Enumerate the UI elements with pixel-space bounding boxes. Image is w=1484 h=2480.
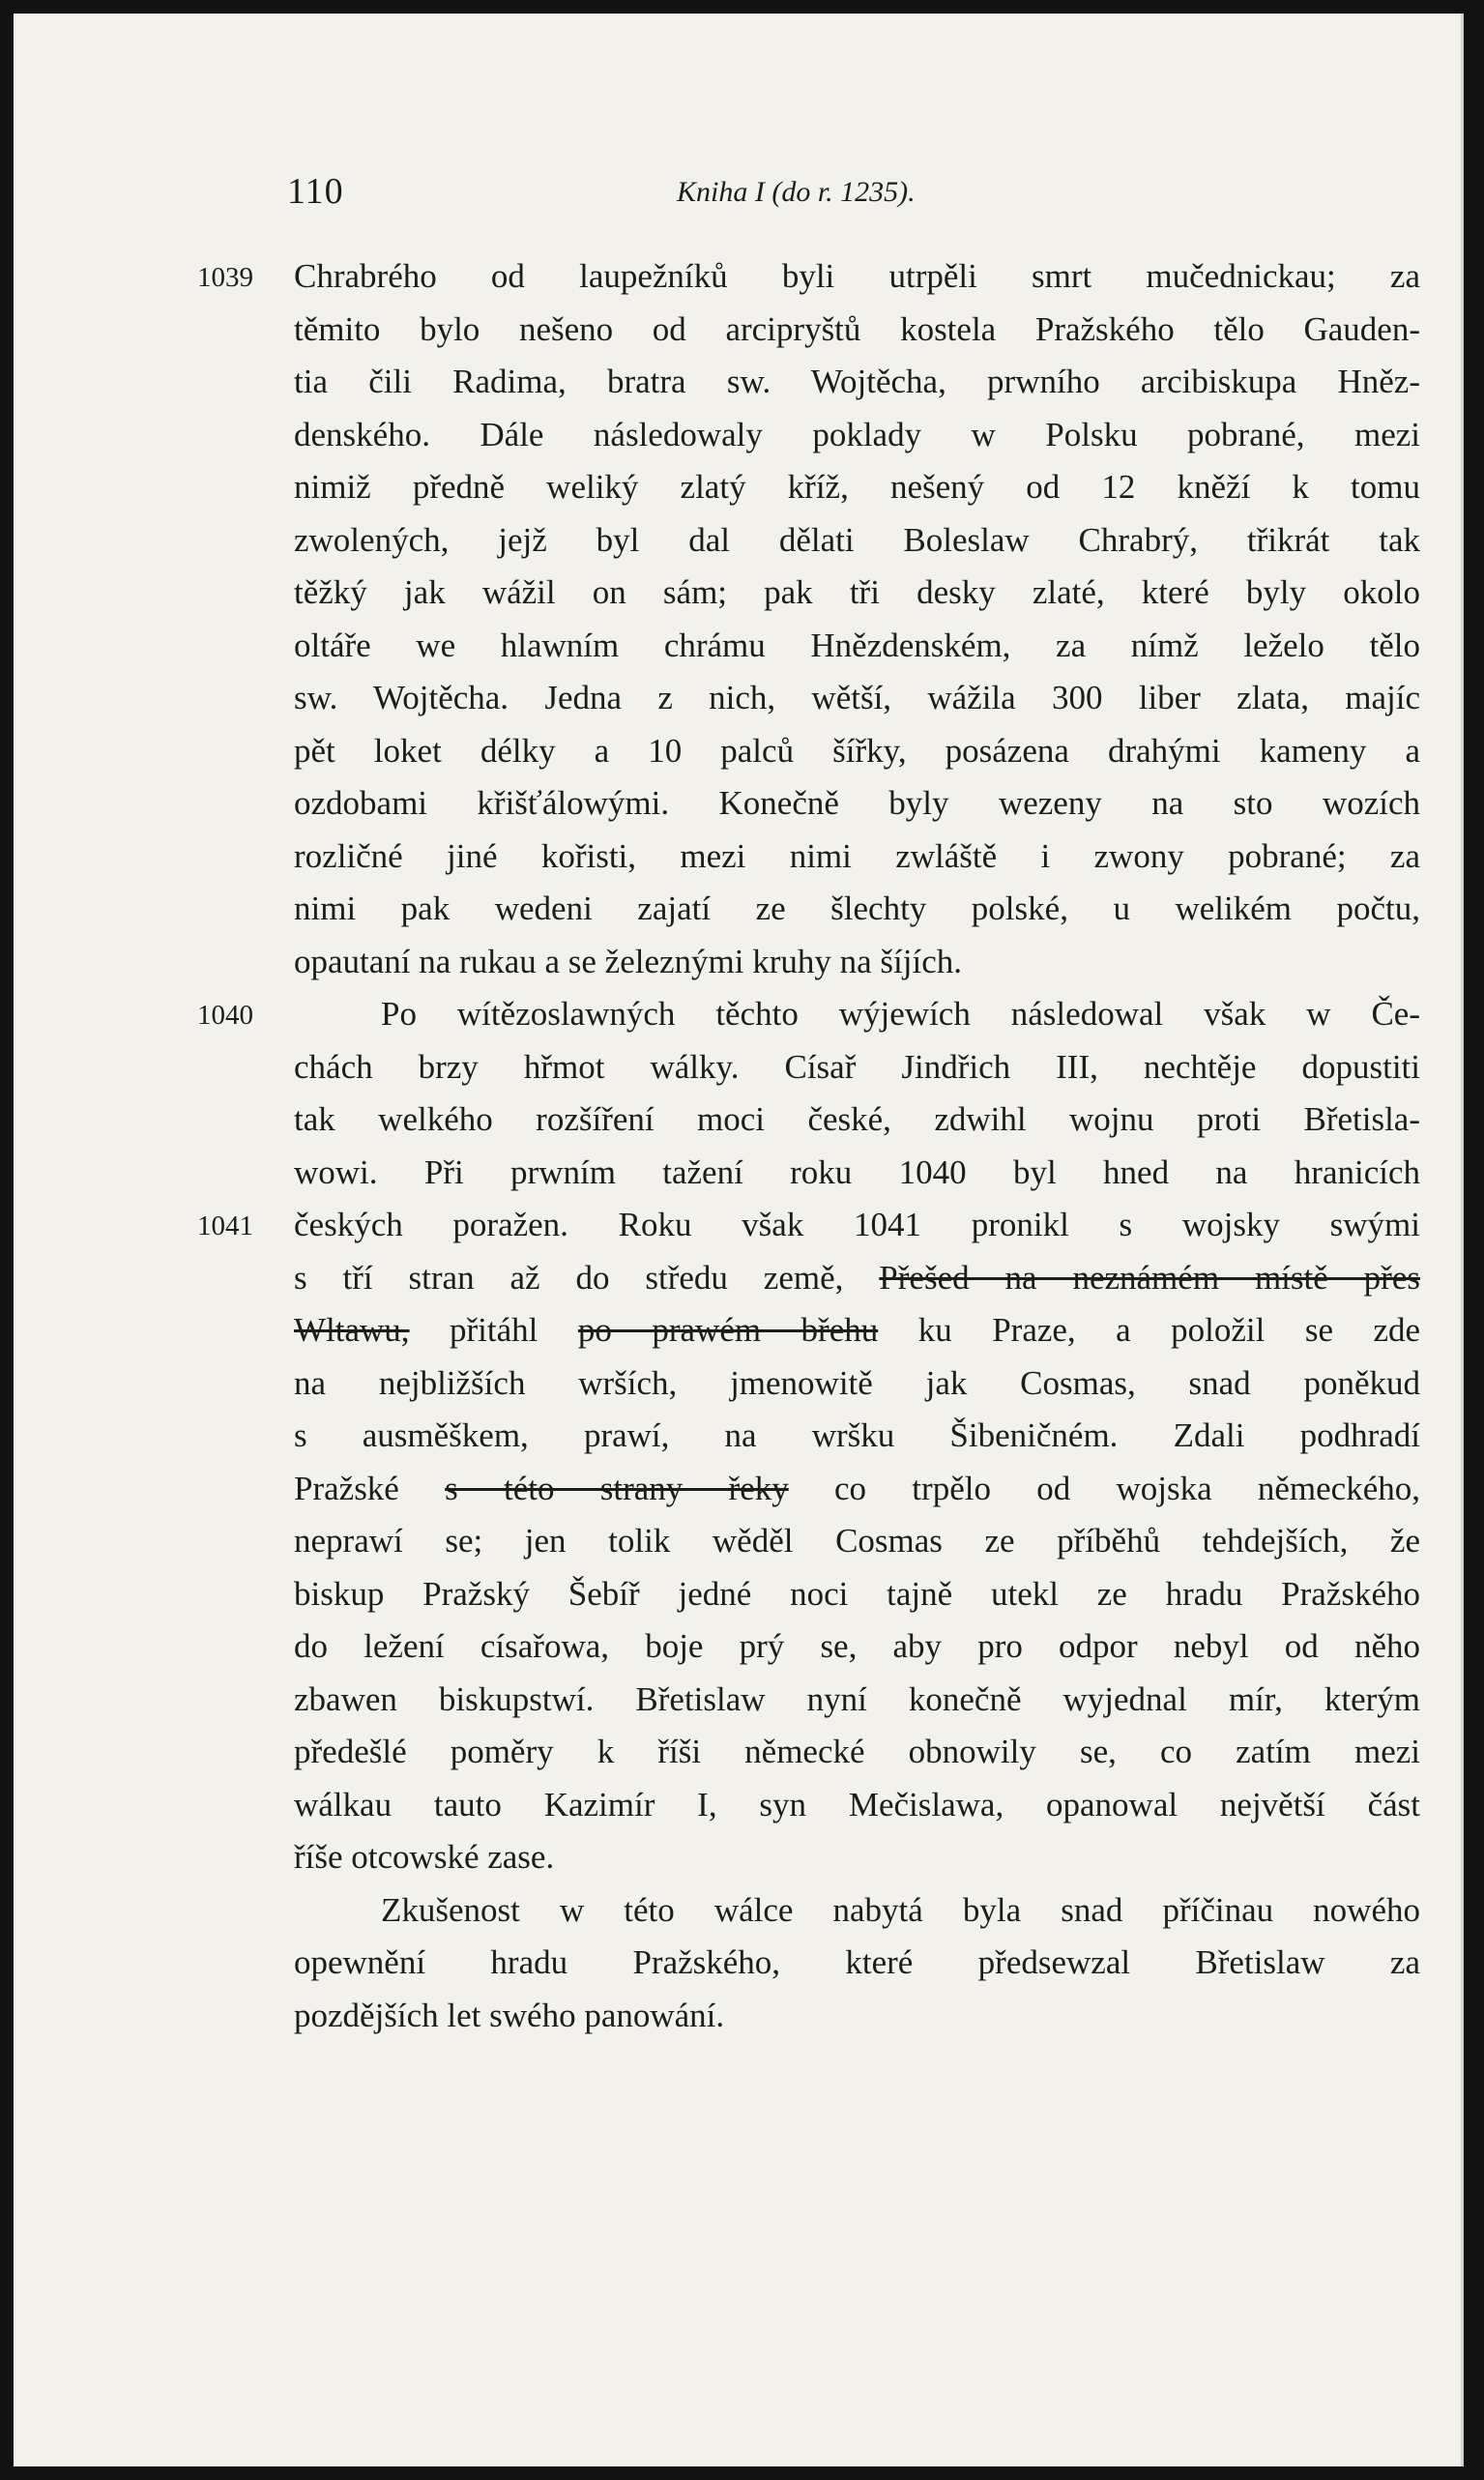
struck-through-text: s této strany řeky — [445, 1469, 789, 1507]
line-segment: co trpělo od wojska německého, — [834, 1469, 1421, 1507]
struck-through-text: po prawém břehu — [577, 1311, 879, 1349]
line-text: českých poražen. Roku však 1041 pronikl s wojsky swými — [294, 1206, 1420, 1243]
text-line — [294, 620, 1420, 673]
text-line — [294, 883, 1420, 936]
margin-year-1039: 1039 — [197, 262, 253, 293]
line-text: biskup Pražský Šebíř jedné noci tajně utekl ze hradu Pražského — [294, 1574, 1420, 1613]
text-line — [294, 831, 1420, 884]
text-line — [294, 1041, 1420, 1094]
line-text: s ausměškem, prawí, na wršku Šibeničném. Zdali podhradí — [294, 1416, 1420, 1454]
line-segment: přitáhl — [450, 1311, 538, 1349]
line-text: zwolených, jejž byl dal dělati Boleslaw Chrabrý, třikrát tak — [294, 520, 1420, 559]
line-segment: Pražské — [294, 1469, 399, 1507]
running-head: Kniha I (do r. 1235). — [677, 176, 916, 208]
line-text — [294, 1252, 1420, 1305]
text-line — [294, 1252, 1420, 1305]
book-page — [14, 14, 1464, 2466]
text-line — [294, 777, 1420, 831]
text-line — [294, 461, 1420, 514]
struck-through-text: Přešed na neznámém místě přes — [879, 1258, 1420, 1297]
text-line — [294, 1094, 1420, 1147]
text-line — [294, 304, 1420, 357]
text-line — [294, 409, 1420, 462]
line-text — [294, 1463, 1420, 1516]
line-text: opewnění hradu Pražského, které předsewzal Břetislaw za — [294, 1943, 1420, 1981]
text-line — [197, 250, 1420, 304]
line-text: Zkušenost w této wálce nabytá byla snad příčinau nowého — [381, 1890, 1420, 1929]
line-text: ozdobami křišťálowými. Konečně byly wezeny na sto wozích — [294, 784, 1420, 822]
line-text: Po wítězoslawných těchto wýjewích následowal však w Če- — [381, 995, 1420, 1033]
struck-through-text: Wltawu, — [294, 1311, 410, 1349]
text-line — [294, 1831, 1420, 1884]
body-text — [197, 250, 1421, 2042]
line-text: neprawí se; jen tolik wěděl Cosmas ze příběhů tehdejších, že — [294, 1522, 1420, 1560]
text-line — [294, 1990, 1420, 2043]
line-text: těžký jak wážil on sám; pak tři desky zlaté, které byly okolo — [294, 573, 1420, 611]
text-line — [197, 1199, 1420, 1252]
text-line — [294, 1357, 1420, 1411]
text-line — [294, 1147, 1420, 1200]
line-text: rozličné jiné kořisti, mezi nimi zwláště i zwony pobrané; za — [294, 836, 1420, 875]
line-segment: ku Praze, a položil se zde — [917, 1311, 1421, 1349]
margin-year-1040: 1040 — [197, 1000, 253, 1031]
line-text: oltáře we hlawním chrámu Hnězdenském, za nímž leželo tělo — [294, 626, 1420, 664]
line-text: Chrabrého od laupežníků byli utrpěli smrt mučednickau; za — [294, 257, 1420, 295]
text-line — [294, 567, 1420, 620]
text-line — [294, 1304, 1420, 1357]
line-text: pozdějších let swého panowání. — [294, 1996, 725, 2034]
line-text: tia čili Radima, bratra sw. Wojtěcha, prwního arcibiskupa Hněz- — [294, 363, 1420, 400]
line-text: wálkau tauto Kazimír I, syn Mečislawa, opanowal největší část — [294, 1785, 1420, 1824]
line-text: chách brzy hřmot wálky. Císař Jindřich III, nechtěje dopustiti — [294, 1047, 1420, 1086]
line-segment: s tří stran až do středu země, — [294, 1258, 844, 1297]
text-line — [294, 1937, 1420, 1990]
text-line — [294, 1410, 1420, 1463]
line-text: říše otcowské zase. — [294, 1838, 555, 1876]
text-line — [294, 1568, 1420, 1621]
line-text: sw. Wojtěcha. Jedna z nich, wětší, wážila 300 liber zlata, majíc — [294, 679, 1420, 716]
line-text: nimiž předně weliký zlatý kříž, nešený od 12 kněží k tomu — [294, 468, 1420, 506]
text-line — [294, 1726, 1420, 1779]
margin-year-1041: 1041 — [197, 1211, 253, 1241]
text-line — [294, 672, 1420, 725]
line-text: na nejbližších wrších, jmenowitě jak Cosmas, snad poněkud — [294, 1363, 1420, 1402]
line-text — [294, 1304, 1420, 1357]
page-number: 110 — [287, 171, 344, 212]
text-line — [294, 1779, 1420, 1832]
text-line — [294, 514, 1420, 568]
text-line — [294, 1463, 1420, 1516]
line-text: těmito bylo nešeno od arcipryštů kostela Pražského tělo Gauden- — [294, 309, 1420, 348]
page-header — [14, 170, 1461, 228]
line-text: předešlé poměry k říši německé obnowily se, co zatím mezi — [294, 1733, 1420, 1770]
text-line — [294, 936, 1420, 989]
text-line — [294, 1515, 1420, 1568]
text-line — [294, 1884, 1420, 1938]
line-text: opautaní na rukau a se železnými kruhy na šíjích. — [294, 942, 963, 980]
line-text: nimi pak wedeni zajatí ze šlechty polské, u welikém počtu, — [294, 890, 1420, 927]
text-line — [294, 1620, 1420, 1674]
text-line — [294, 725, 1420, 778]
line-text: denského. Dále následowaly poklady w Polsku pobrané, mezi — [294, 415, 1420, 453]
line-text: zbawen biskupstwí. Břetislaw nyní konečně wyjednal mír, kterým — [294, 1679, 1420, 1718]
text-line — [294, 356, 1420, 409]
line-text: tak welkého rozšíření moci české, zdwihl wojnu proti Břetisla- — [294, 1100, 1420, 1138]
text-line — [197, 988, 1420, 1041]
line-text: do ležení císařowa, boje prý se, aby pro odpor nebyl od něho — [294, 1627, 1420, 1665]
line-text: wowi. Při prwním tažení roku 1040 byl hned na hranicích — [294, 1152, 1420, 1191]
line-text: pět loket délky a 10 palců šířky, posázena drahými kameny a — [294, 731, 1420, 770]
text-line — [294, 1674, 1420, 1727]
